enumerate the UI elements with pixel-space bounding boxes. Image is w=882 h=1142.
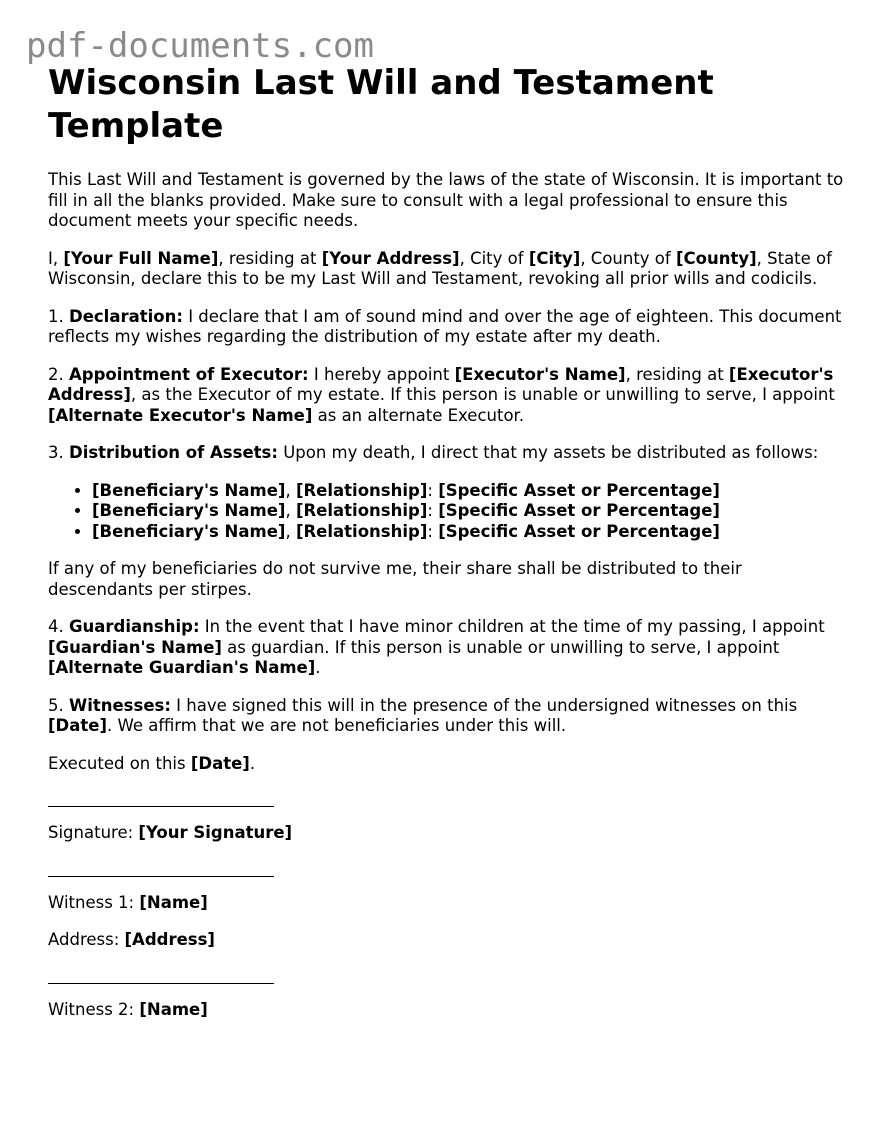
full-name-placeholder: [Your Full Name] bbox=[63, 248, 219, 268]
alternate-guardian-placeholder: [Alternate Guardian's Name] bbox=[48, 658, 316, 677]
county-placeholder: [County] bbox=[675, 248, 757, 268]
section-executor: 2. Appointment of Executor: I hereby appoint [Executor's Name], residing at [Executor's Address], as the Executor of my estate. If this person is unable or unwilling to serve, I appoint [Alternate Executor's Name] as an alternate Executor. bbox=[48, 364, 835, 425]
list-item: • [Beneficiary's Name], [Relationship]: [Specific Asset or Percentage] bbox=[92, 501, 848, 522]
document-body bbox=[48, 62, 848, 1020]
watermark: pdf-documents.com bbox=[26, 26, 374, 66]
city-placeholder: [City] bbox=[528, 248, 581, 268]
signature-placeholder: [Your Signature] bbox=[138, 823, 293, 842]
section-guardianship: 4. Guardianship: In the event that I have minor children at the time of my passing, I appoint [Guardian's Name] as guardian. If this person is unable or unwilling to serve, I appoint [Alternate Guardian's Name]. bbox=[48, 617, 825, 677]
executor-address-placeholder: [Executor's Address] bbox=[48, 364, 834, 404]
witness-date-placeholder: [Date] bbox=[48, 716, 107, 735]
signature-label: Signature: [Your Signature] bbox=[48, 823, 293, 842]
alternate-executor-placeholder: [Alternate Executor's Name] bbox=[48, 405, 313, 425]
witness-1-label: Witness 1: [Name] bbox=[48, 892, 208, 912]
executed-line: Executed on this [Date]. bbox=[48, 753, 256, 773]
witness-1-address: Address: [Address] bbox=[48, 930, 215, 949]
section-heading: Appointment of Executor: bbox=[69, 364, 309, 384]
executed-date-placeholder: [Date] bbox=[190, 753, 250, 773]
signature-line bbox=[48, 806, 274, 807]
document-title: Wisconsin Last Will and Testament Template bbox=[48, 63, 714, 146]
list-item: • [Beneficiary's Name], [Relationship]: [Specific Asset or Percentage] bbox=[92, 522, 848, 543]
witness-1-name-placeholder: [Name] bbox=[139, 892, 208, 912]
witness-1-address-placeholder: [Address] bbox=[124, 930, 215, 949]
witness-2-signature-line bbox=[48, 983, 274, 984]
section-distribution: 3. Distribution of Assets: Upon my death, I direct that my assets be distributed as follows: bbox=[48, 443, 819, 462]
testator-declaration-paragraph: I, [Your Full Name], residing at [Your Address], City of [City], County of [County], State of Wisconsin, declare this to be my Last Will and Testament, revoking all prior wills and codicils. bbox=[48, 248, 832, 288]
executor-name-placeholder: [Executor's Name] bbox=[454, 364, 626, 384]
address-placeholder: [Your Address] bbox=[321, 248, 460, 268]
witness-1-signature-line bbox=[48, 876, 274, 877]
section-witnesses: 5. Witnesses: I have signed this will in the presence of the undersigned witnesses on this [Date]. We affirm that we are not beneficiaries under this will. bbox=[48, 695, 798, 735]
list-item: • [Beneficiary's Name], [Relationship]: [Specific Asset or Percentage] bbox=[92, 481, 848, 502]
intro-paragraph: This Last Will and Testament is governed by the laws of the state of Wisconsin. It is important to fill in all the blanks provided. Make sure to consult with a legal professional to ensure this document meets your specific needs. bbox=[48, 170, 844, 230]
survivorship-paragraph: If any of my beneficiaries do not survive me, their share shall be distributed to their descendants per stirpes. bbox=[48, 559, 742, 599]
witness-2-label: Witness 2: [Name] bbox=[48, 999, 208, 1019]
beneficiary-list bbox=[48, 481, 848, 543]
witness-2-name-placeholder: [Name] bbox=[139, 999, 208, 1019]
section-heading: Witnesses: bbox=[69, 695, 171, 715]
section-heading: Declaration: bbox=[69, 306, 183, 326]
section-heading: Distribution of Assets: bbox=[69, 443, 278, 462]
section-declaration: 1. Declaration: I declare that I am of sound mind and over the age of eighteen. This document reflects my wishes regarding the distribution of my estate after my death. bbox=[48, 306, 842, 346]
section-heading: Guardianship: bbox=[69, 617, 200, 636]
guardian-name-placeholder: [Guardian's Name] bbox=[48, 637, 222, 657]
